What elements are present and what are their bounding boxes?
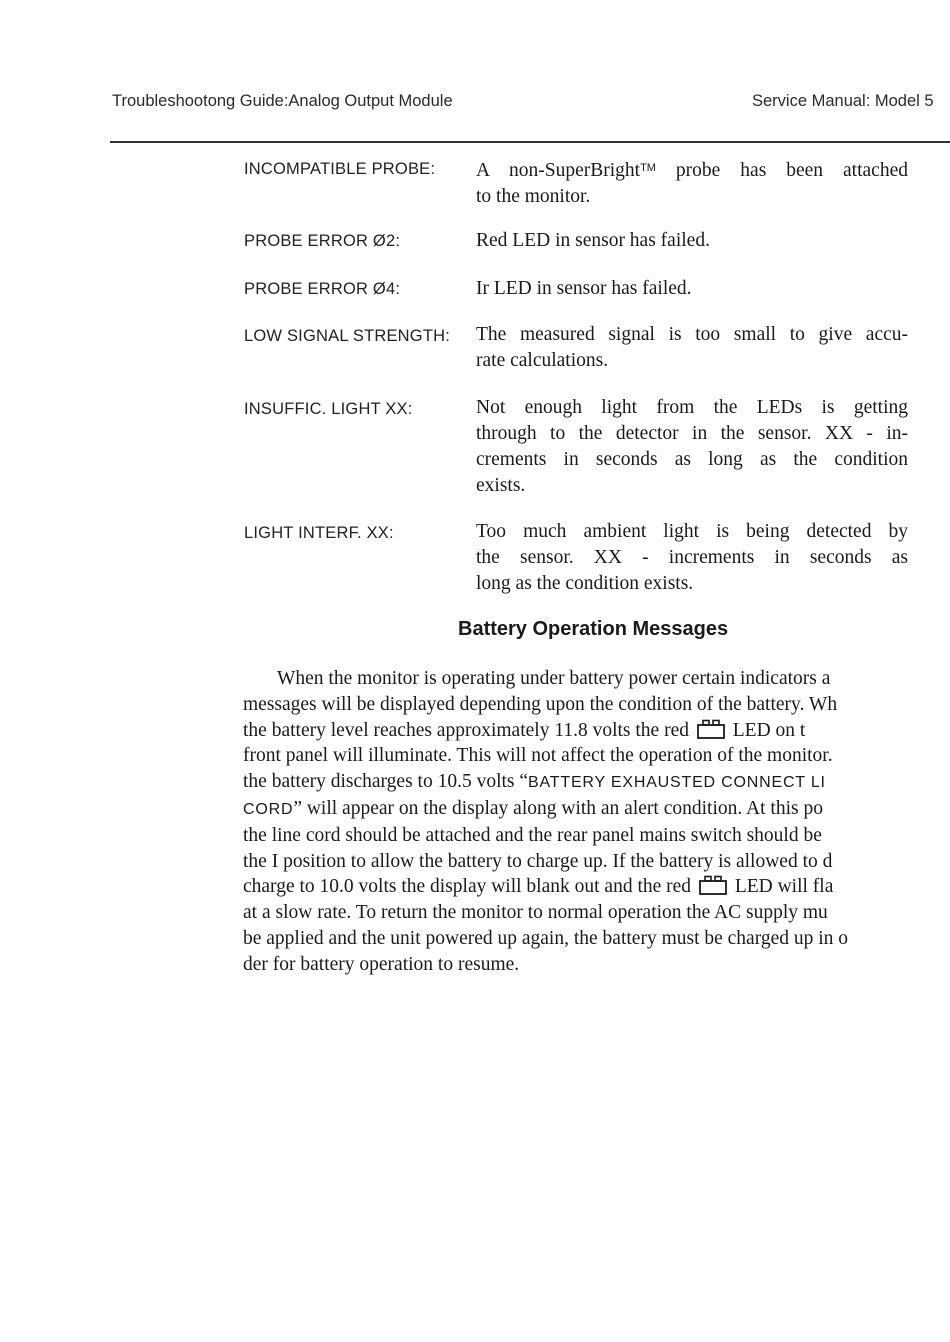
paragraph-line: the battery level reaches approximately 11.8 volts the red LED on t — [243, 719, 806, 741]
description-line: rate calculations. — [476, 350, 609, 371]
paragraph-line: der for battery operation to resume. — [243, 953, 520, 975]
message-term: LIGHT INTERF. XX: — [244, 524, 394, 542]
message-term: PROBE ERROR Ø4: — [244, 280, 401, 298]
description-line: through to the detector in the sensor. XX - in- — [476, 423, 908, 444]
description-line: the sensor. XX - increments in seconds as — [476, 547, 908, 568]
trademark-mark: TM — [640, 162, 656, 174]
description-line: Too much ambient light is being detected by — [476, 521, 908, 542]
message-description — [476, 322, 908, 374]
paragraph-line: CORD” will appear on the display along with an alert condition. At this po — [243, 797, 823, 819]
paragraph-line: charge to 10.0 volts the display will blank out and the red LED will fla — [243, 876, 834, 898]
description-line: Red LED in sensor has failed. — [476, 230, 710, 251]
description-line: Ir LED in sensor has failed. — [476, 278, 692, 299]
message-term: PROBE ERROR Ø2: — [244, 232, 401, 250]
description-line: to the monitor. — [476, 186, 591, 207]
battery-icon — [698, 875, 728, 895]
description-line: exists. — [476, 475, 526, 496]
description-line: The measured signal is too small to give accu- — [476, 324, 908, 345]
display-message-text: BATTERY EXHAUSTED CONNECT LI — [528, 774, 826, 792]
description-line: crements in seconds as long as the condition — [476, 449, 908, 470]
paragraph-line: messages will be displayed depending upon the condition of the battery. Wh — [243, 693, 838, 715]
message-description — [476, 395, 908, 499]
message-description — [476, 276, 908, 302]
running-header-right: Service Manual: Model 5 — [752, 92, 934, 110]
paragraph-line: the battery discharges to 10.5 volts “BATTERY EXHAUSTED CONNECT LI — [243, 771, 826, 793]
battery-icon — [696, 719, 726, 739]
paragraph-line: front panel will illuminate. This will not affect the operation of the monitor. — [243, 745, 833, 767]
paragraph-line: the line cord should be attached and the rear panel mains switch should be — [243, 824, 822, 846]
paragraph-line: be applied and the unit powered up again, the battery must be charged up in o — [243, 927, 849, 949]
header-rule — [110, 141, 950, 143]
message-description — [476, 228, 908, 254]
paragraph-line: at a slow rate. To return the monitor to normal operation the AC supply mu — [243, 902, 828, 924]
running-header-left: Troubleshootong Guide:Analog Output Module — [112, 92, 453, 110]
message-description — [476, 519, 908, 597]
message-term: INCOMPATIBLE PROBE: — [244, 160, 436, 178]
description-line: A non-SuperBright™ probe has been attached — [476, 160, 908, 181]
section-heading: Battery Operation Messages — [458, 618, 729, 640]
message-term: INSUFFIC. LIGHT XX: — [244, 400, 413, 418]
message-description — [476, 155, 908, 210]
description-line: Not enough light from the LEDs is getting — [476, 397, 908, 418]
description-line: long as the condition exists. — [476, 573, 694, 594]
display-message-text: CORD — [243, 800, 294, 818]
body-paragraph — [243, 666, 950, 978]
message-term: LOW SIGNAL STRENGTH: — [244, 327, 450, 345]
paragraph-line: When the monitor is operating under battery power certain indicators a — [277, 668, 831, 689]
paragraph-line: the I position to allow the battery to charge up. If the battery is allowed to d — [243, 850, 833, 872]
